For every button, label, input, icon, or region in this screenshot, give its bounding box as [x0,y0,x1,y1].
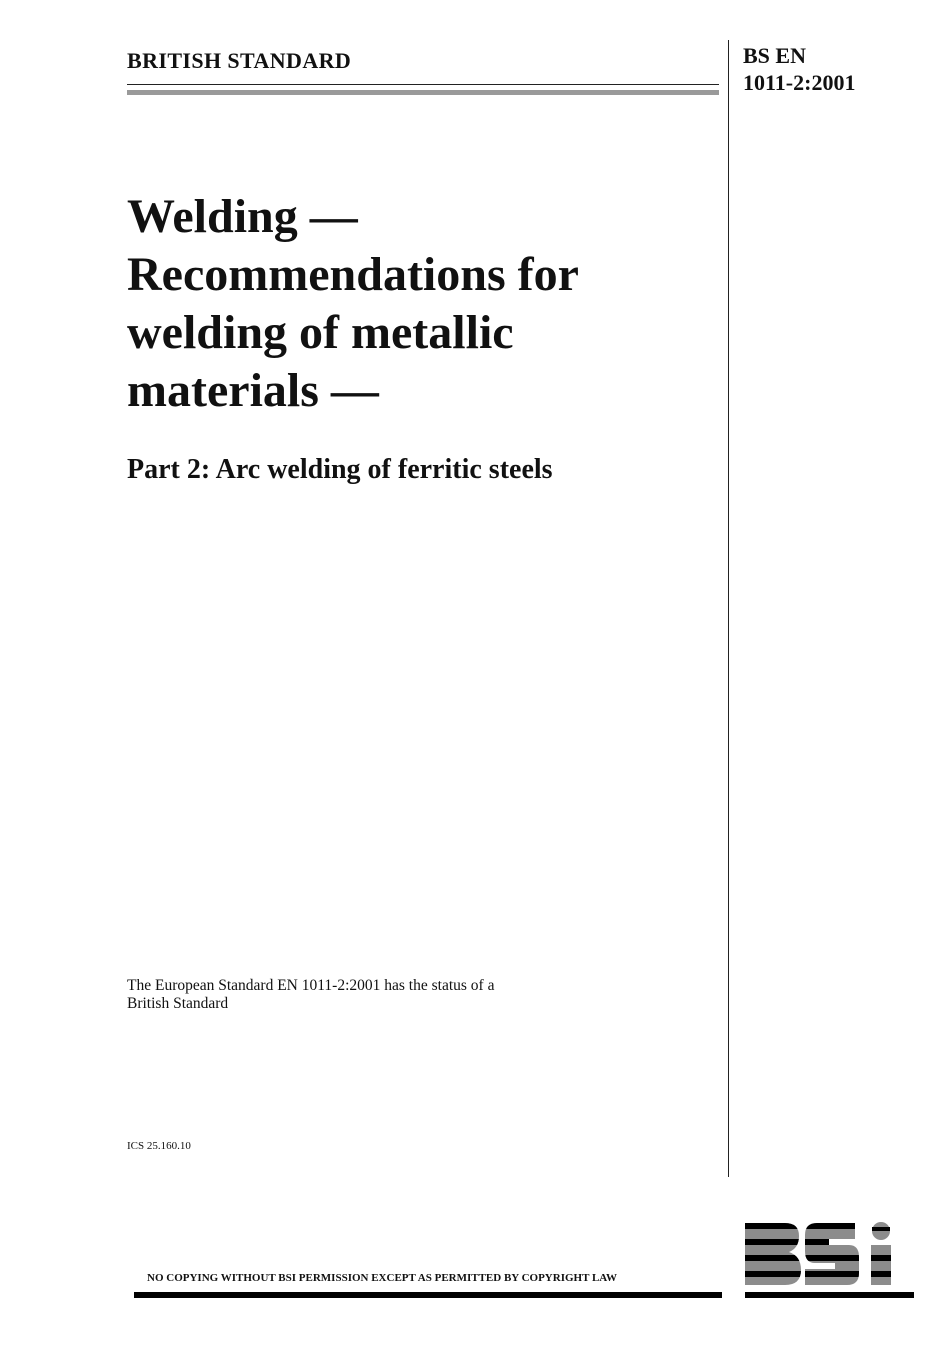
title-line-2: Recommendations for [127,248,579,301]
header-rule-thin [127,84,719,85]
title-line-3: welding of metallic [127,306,514,359]
standard-number-line1: BS EN [743,43,806,68]
ics-code: ICS 25.160.10 [127,1140,191,1152]
bsi-logo [745,1221,914,1287]
document-title [127,188,717,420]
margin-divider [728,40,729,1177]
part-title: Part 2: Arc welding of ferritic steels [127,454,553,485]
logo-rule [745,1292,914,1298]
status-note [127,977,607,1013]
title-line-4: materials — [127,364,379,417]
standard-number [743,42,855,96]
document-type-label: BRITISH STANDARD [127,48,352,73]
copyright-notice: NO COPYING WITHOUT BSI PERMISSION EXCEPT AS PERMITTED BY COPYRIGHT LAW [147,1272,618,1284]
bsi-logo-text: BSI [745,1221,747,1222]
status-note-line2: British Standard [127,995,229,1012]
status-note-line1: The European Standard EN 1011-2:2001 has the status of a [127,977,495,994]
standard-number-line2: 1011-2:2001 [743,70,856,95]
title-line-1: Welding — [127,190,358,243]
footer-rule [134,1292,722,1298]
header-rule-thick [127,90,719,95]
